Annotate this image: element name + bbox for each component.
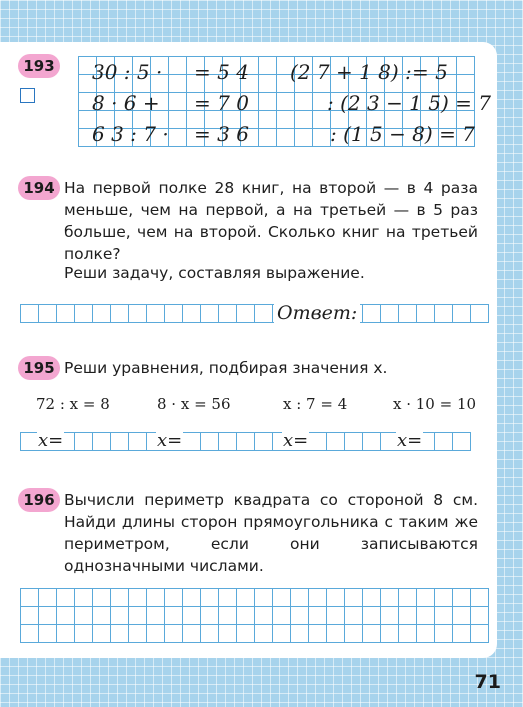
task193-row2-left: 8 · 6 + xyxy=(92,91,160,115)
answer-x-label-2: x= xyxy=(157,430,183,451)
task193-row3-right: : (1 5 − 8) = 7 xyxy=(330,122,475,146)
task193-row1-result: = 5 4 xyxy=(194,60,249,84)
task194-instruction: Реши задачу, составляя выражение. xyxy=(64,264,365,282)
answer-x-label-3: x= xyxy=(283,430,309,451)
task193-row3-result: = 3 6 xyxy=(194,122,249,146)
equation-4: x · 10 = 10 xyxy=(393,395,477,413)
task195-text: Реши уравнения, подбирая значения x. xyxy=(64,359,388,377)
task-number-badge-195: 195 xyxy=(18,356,60,380)
page-number: 71 xyxy=(474,671,501,693)
task194-answer-grid xyxy=(20,304,489,323)
equation-3: x : 7 = 4 xyxy=(283,395,348,413)
answer-x-label-1: x= xyxy=(38,430,64,451)
task193-row1-left: 30 : 5 · xyxy=(92,60,163,84)
task196-text: Вычисли периметр квадрата со стороной 8 см. Найди длины сторон прямоугольника с таким же периметром, если они записываются однозначными числами. xyxy=(64,491,478,575)
task-number-badge-194: 194 xyxy=(18,176,60,200)
task193-row2-right: : (2 3 − 1 5) = 7 xyxy=(327,91,491,115)
task-number-badge-193: 193 xyxy=(18,54,60,78)
equation-1: 72 : x = 8 xyxy=(36,395,110,413)
task193-row1-right-result: = 5 xyxy=(412,60,448,84)
task193-row2-result: = 7 0 xyxy=(194,91,249,115)
task194-text: На первой полке 28 книг, на второй — в 4 раза меньше, чем на первой, а на третьей — в 5 раз больше, чем на второй. Сколько книг на третьей полке? xyxy=(64,179,478,263)
equation-2: 8 · x = 56 xyxy=(157,395,231,413)
task193-row3-left: 6 3 : 7 · xyxy=(92,122,169,146)
task194-answer-label: Ответ: xyxy=(274,303,360,323)
task196-answer-grid xyxy=(20,588,489,643)
answer-x-label-4: x= xyxy=(397,430,423,451)
task-checkbox[interactable] xyxy=(20,88,35,103)
task193-row1-right: (2 7 + 1 8) : xyxy=(290,60,412,84)
task-number-badge-196: 196 xyxy=(18,488,60,512)
